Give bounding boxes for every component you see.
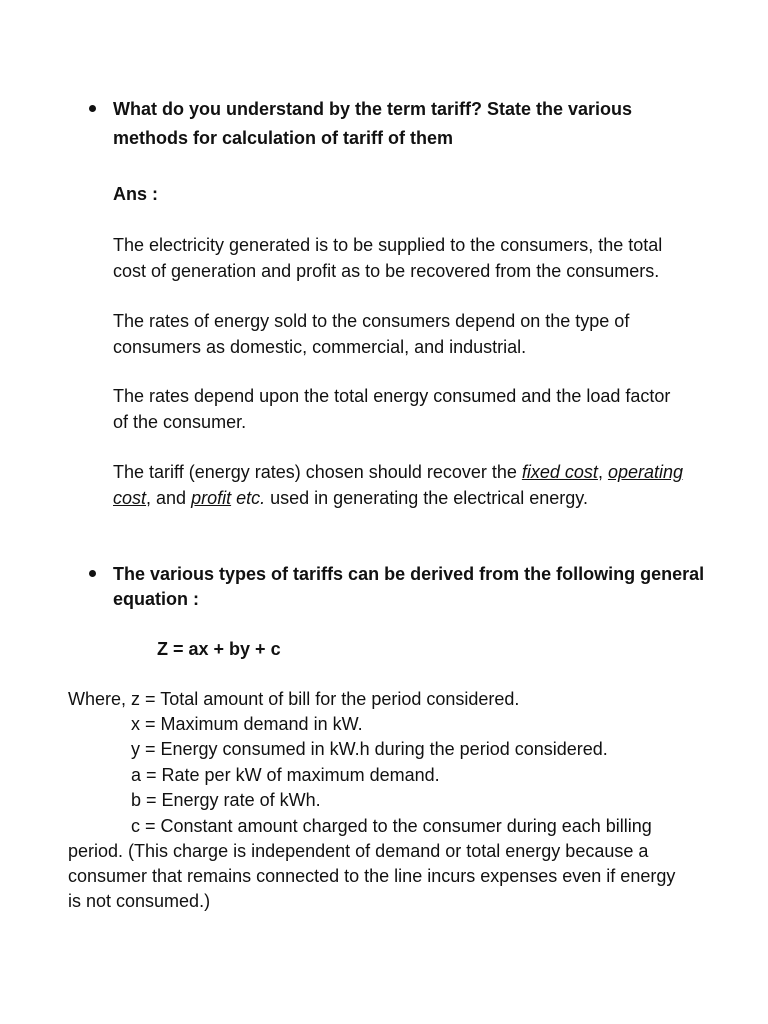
where-b: b = Energy rate of kWh.: [131, 790, 321, 810]
bullet-icon: [89, 105, 96, 112]
where-a: a = Rate per kW of maximum demand.: [131, 765, 440, 785]
operating-cost-term-cont: cost: [113, 488, 147, 508]
etc-text: etc.: [231, 488, 266, 508]
question-line-1: What do you understand by the term tariff? State the various: [113, 99, 633, 119]
where-c-line-3: consumer that remains connected to the line incurs expenses even if energy: [68, 866, 676, 886]
types-line-2: equation :: [113, 589, 199, 609]
where-c-line-4: is not consumed.): [68, 891, 211, 911]
comma: ,: [597, 462, 608, 482]
types-line-1: The various types of tariffs can be derived from the following general: [113, 564, 705, 584]
tariff-equation: Z = ax + by + c: [157, 639, 281, 659]
paragraph-2-line-1: The rates of energy sold to the consumers depend on the type of: [113, 311, 630, 331]
paragraph-2-line-2: consumers as domestic, commercial, and industrial.: [113, 337, 527, 357]
operating-cost-term: operating: [607, 462, 684, 482]
bullet-icon: [89, 570, 96, 577]
answer-label: Ans :: [113, 184, 158, 204]
paragraph-3-line-2: of the consumer.: [113, 412, 247, 432]
where-z: Where, z = Total amount of bill for the period considered.: [68, 689, 520, 709]
and-text: , and: [146, 488, 192, 508]
paragraph-4-line-1: [113, 459, 683, 485]
where-c: c = Constant amount charged to the consumer during each billing: [131, 816, 652, 836]
fixed-cost-term: fixed cost: [521, 462, 598, 482]
where-y: y = Energy consumed in kW.h during the period considered.: [131, 739, 608, 759]
paragraph-4-text: The tariff (energy rates) chosen should recover the: [113, 462, 522, 482]
paragraph-4-text-end: used in generating the electrical energy.: [265, 488, 588, 508]
where-x: x = Maximum demand in kW.: [131, 714, 363, 734]
profit-term: profit: [191, 488, 232, 508]
paragraph-1-line-2: cost of generation and profit as to be recovered from the consumers.: [113, 261, 660, 281]
where-c-line-2: period. (This charge is independent of demand or total energy because a: [68, 841, 649, 861]
paragraph-1-line-1: The electricity generated is to be supplied to the consumers, the total: [113, 235, 663, 255]
question-line-2: methods for calculation of tariff of them: [113, 128, 454, 148]
paragraph-3-line-1: The rates depend upon the total energy consumed and the load factor: [113, 386, 671, 406]
paragraph-4-line-2: [113, 485, 588, 511]
